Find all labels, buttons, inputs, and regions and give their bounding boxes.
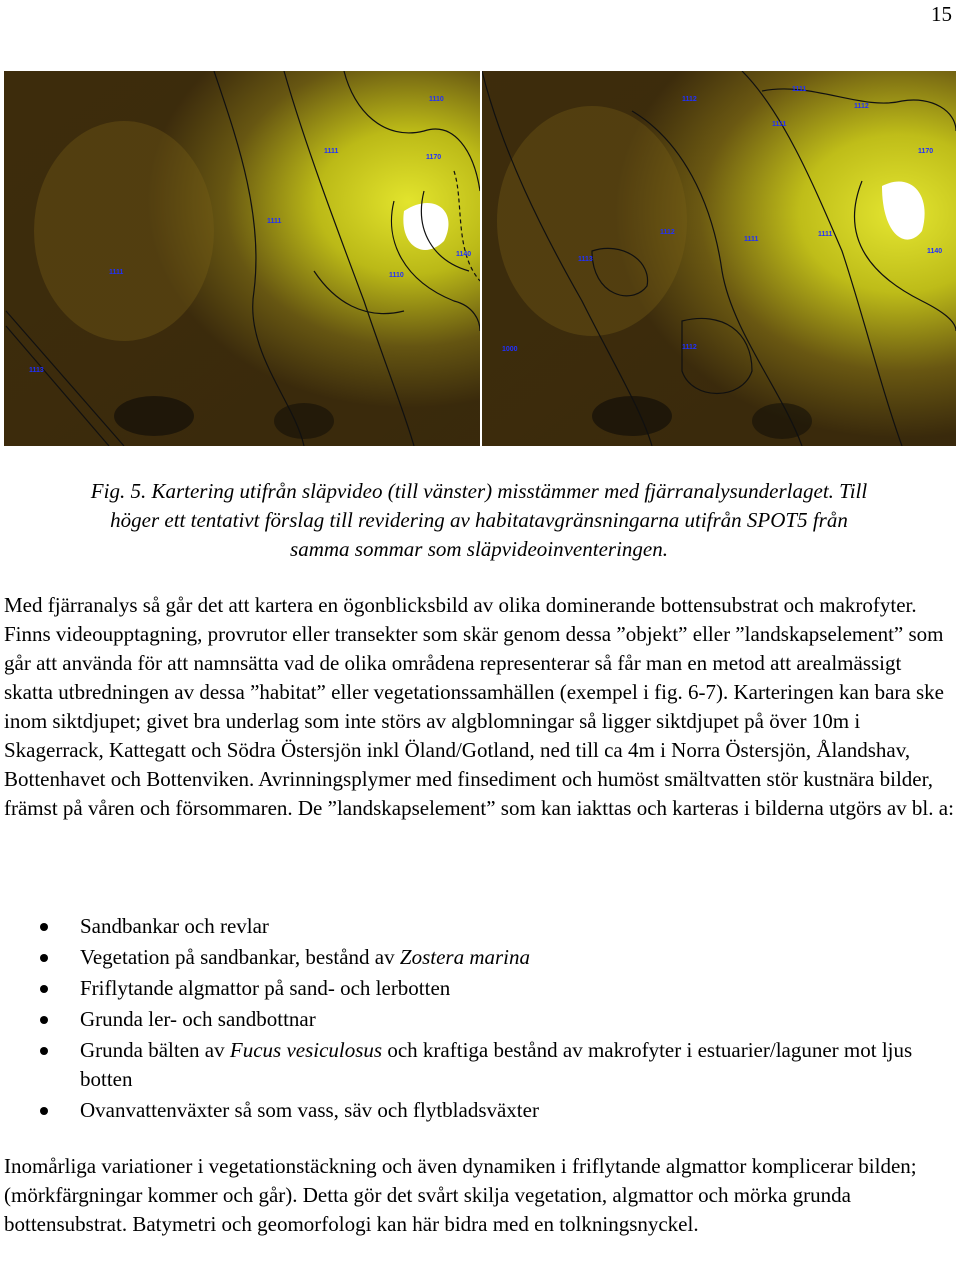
map-right-label: 1140: [927, 248, 943, 255]
bullet-icon: [40, 985, 48, 993]
list-item: [0, 943, 950, 972]
map-right-label: 1111: [792, 86, 807, 93]
caption-line: samma sommar som släpvideoinventeringen.: [290, 537, 668, 561]
map-left-label: 1110: [429, 96, 444, 103]
map-left-label: 1140: [456, 251, 472, 258]
map-left-label: 1113: [29, 367, 44, 374]
map-right-label: 1113: [578, 256, 593, 263]
body-paragraph-2: Inomårliga variationer i vegetationstäckning och även dynamiken i friflytande algmattor komplicerar bilden; (mörkfärgningar kommer och går). Detta gör det svårt skilja vegetation, algmattor och mörka grunda bottensubstrat. Batymetri och geomorfologi kan här bidra med en tolkningsnyckel.: [4, 1154, 917, 1236]
bullet-icon: [40, 1107, 48, 1115]
map-left-label: 1170: [426, 154, 442, 161]
bullet-icon: [40, 923, 48, 931]
caption-line: höger ett tentativt förslag till revidering av habitatavgränsningarna utifrån SPOT5 från: [110, 508, 848, 532]
list-item-text: Vegetation på sandbankar, bestånd av: [80, 945, 400, 969]
list-item: [0, 912, 950, 941]
page-number: 15: [931, 2, 952, 26]
list-item: [0, 974, 950, 1003]
map-left-label: 1111: [324, 148, 339, 155]
species-name: Fucus vesiculosus: [229, 1038, 383, 1062]
list-item: [0, 1096, 950, 1125]
bullet-list: [0, 912, 950, 1127]
map-left-label: 1111: [109, 269, 124, 276]
map-right-image: [482, 71, 956, 446]
map-left-label: 1110: [389, 272, 404, 279]
list-item-text: Friflytande algmattor på sand- och lerbotten: [80, 976, 451, 1000]
map-left-label: 1111: [267, 218, 282, 225]
map-right-label: 1112: [660, 229, 675, 236]
map-right-label: 1112: [682, 96, 697, 103]
map-right-label: 1111: [818, 231, 833, 238]
body-paragraph-1: Med fjärranalys så går det att kartera en ögonblicksbild av olika dominerande bottensubstrat och makrofyter. Finns videoupptagning, provrutor eller transekter som skär genom dessa ”objekt” eller ”landskapselement” som går att använda för att namnsätta vad de olika områdena representerar så får man en metod att arealmässigt skatta utbredningen av dessa ”habitat” eller vegetationssamhällen (exempel i fig. 6-7). Karteringen kan bara ske inom siktdjupet; givet bra underlag som inte störs av algblomningar så ligger siktdjupet på över 10m i Skagerrack, Kattegatt och Södra Östersjön inkl Öland/Gotland, ned till ca 4m i Norra Östersjön, Ålandshav, Bottenhavet och Bottenviken. Avrinningsplymer med finsediment och humöst smältvatten stör kustnära bilder, främst på våren och försommaren. De ”landskapselement” som kan iakttas och karteras i bilderna utgörs av bl. a:: [4, 593, 954, 820]
map-left-image: [4, 71, 480, 446]
map-right-label: 1000: [502, 346, 518, 353]
bullet-icon: [40, 1047, 48, 1055]
map-right-label: 1170: [918, 148, 934, 155]
map-right-label: 1112: [682, 344, 697, 351]
caption-line: Fig. 5. Kartering utifrån släpvideo (till vänster) misstämmer med fjärranalysunderlaget. Till: [90, 479, 868, 503]
list-item-text: Grunda ler- och sandbottnar: [80, 1007, 316, 1031]
map-left-sled-video: [4, 71, 480, 446]
list-item-text: Sandbankar och revlar: [80, 914, 269, 938]
map-right-label: 1111: [772, 121, 787, 128]
list-item-text: och kraftiga bestånd av makrofyter i estuarier/laguner mot ljus botten: [80, 1038, 913, 1091]
species-name: Zostera marina: [399, 945, 530, 969]
list-item: [0, 1005, 950, 1034]
bullet-icon: [40, 1016, 48, 1024]
bullet-icon: [40, 954, 48, 962]
map-right-label: 1111: [744, 236, 759, 243]
figure-maps: [4, 71, 956, 446]
list-item-text: Grunda bälten av: [80, 1038, 230, 1062]
map-right-label: 1112: [854, 103, 869, 110]
list-item-text: Ovanvattenväxter så som vass, säv och flytbladsväxter: [80, 1098, 539, 1122]
list-item: [0, 1036, 950, 1094]
map-right-spot5-revision: [482, 71, 956, 446]
figure-caption: [4, 477, 954, 564]
